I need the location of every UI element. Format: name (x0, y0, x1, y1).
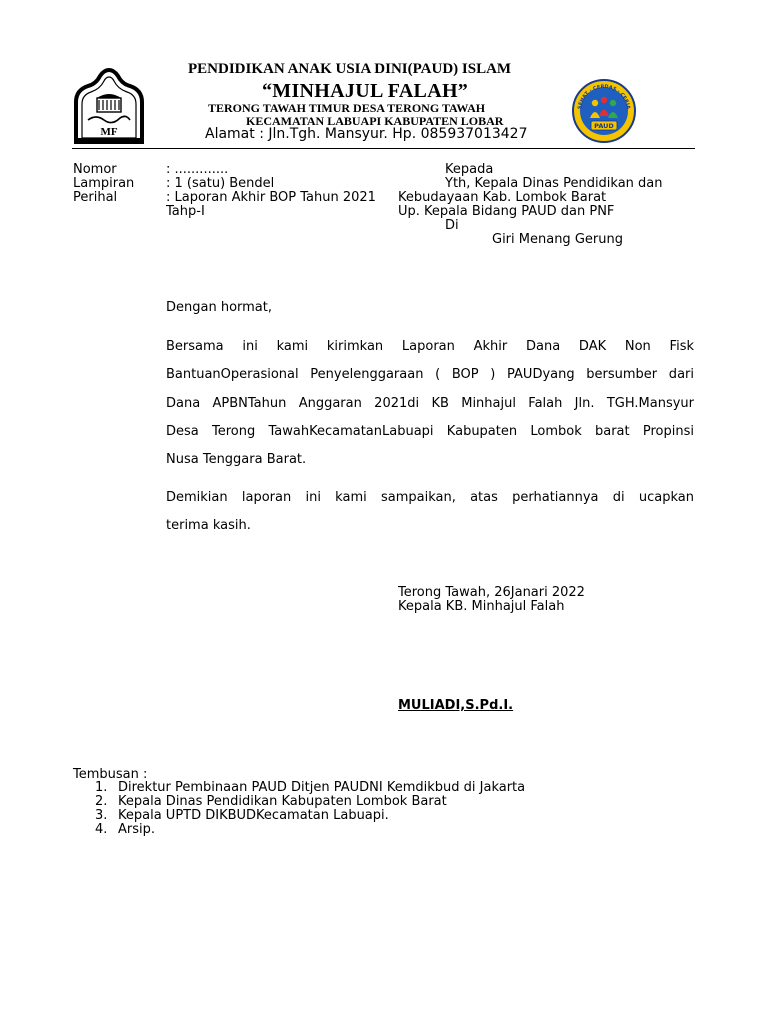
signature-place-date: Terong Tawah, 26Janari 2022 (398, 585, 585, 600)
letterhead-address-line1: TERONG TAWAH TIMUR DESA TERONG TAWAH (208, 101, 486, 115)
list-text: Direktur Pembinaan PAUD Ditjen PAUDNI Kemdikbud di Jakarta (118, 780, 526, 795)
cc-title: Tembusan : (73, 767, 148, 782)
greeting: Dengan hormat, (166, 300, 273, 315)
list-number: 3. (95, 808, 108, 823)
recipient-line2: Kebudayaan Kab. Lombok Barat (398, 190, 607, 205)
perihal-value-cont: Tahp-I (166, 204, 205, 219)
recipient-di: Di (445, 218, 459, 233)
paragraph-line: Bersama ini kami kirimkan Laporan Akhir Dana DAK Non Fisk (166, 339, 694, 354)
paud-logo-badge: PAUD (594, 122, 614, 130)
letterhead-address-line2: KECAMATAN LABUAPI KABUPATEN LOBAR (246, 114, 504, 128)
signature-title: Kepala KB. Minhajul Falah (398, 599, 565, 614)
perihal-label: Perihal (73, 190, 118, 205)
recipient-kepada: Kepada (445, 162, 494, 177)
list-text: Arsip. (118, 822, 156, 837)
body-paragraph-1 (166, 333, 694, 474)
letterhead-institution: PENDIDIKAN ANAK USIA DINI(PAUD) ISLAM (188, 61, 512, 77)
paragraph-line: BantuanOperasional Penyelenggaraan ( BOP ) PAUDyang bersumber dari (166, 367, 694, 383)
paragraph-line: Demikian laporan ini kami sampaikan, atas perhatiannya di ucapkan (166, 490, 694, 505)
perihal-value: : Laporan Akhir BOP Tahun 2021 (166, 190, 376, 205)
school-logo-left (70, 68, 148, 148)
list-text: Kepala Dinas Pendidikan Kabupaten Lombok Barat (118, 794, 447, 809)
body-paragraph-2 (166, 484, 694, 541)
list-number: 1. (95, 780, 108, 795)
paragraph-line: terima kasih. (166, 518, 251, 534)
recipient-line1: Yth, Kepala Dinas Pendidikan dan (445, 176, 663, 191)
nomor-label: Nomor (73, 162, 117, 177)
list-number: 4. (95, 822, 108, 837)
list-item (95, 795, 525, 809)
letterhead-contact: Alamat : Jln.Tgh. Mansyur. Hp. 085937013427 (205, 126, 528, 142)
list-number: 2. (95, 794, 108, 809)
list-item (95, 809, 525, 823)
list-item (95, 781, 525, 795)
cc-list (95, 781, 525, 837)
recipient-line3: Up. Kepala Bidang PAUD dan PNF (398, 204, 615, 219)
list-text: Kepala UPTD DIKBUDKecamatan Labuapi. (118, 808, 389, 823)
paragraph-line: Nusa Tenggara Barat. (166, 452, 307, 468)
signature-name: MULIADI,S.Pd.I. (398, 698, 514, 713)
paragraph-line: Desa Terong TawahKecamatanLabuapi Kabupaten Lombok barat Propinsi (166, 423, 694, 439)
lampiran-label: Lampiran (73, 176, 135, 191)
letterhead-school-name: “MINHAJUL FALAH” (262, 80, 469, 102)
paud-logo-motto: SEHAT · CERDAS · CERIA (577, 83, 631, 110)
paragraph-line: Dana APBNTahun Anggaran 2021di KB Minhajul Falah Jln. TGH.Mansyur (166, 395, 694, 411)
nomor-value: : ............. (166, 162, 229, 177)
paud-logo (571, 78, 637, 144)
lampiran-value: : 1 (satu) Bendel (166, 176, 275, 191)
logo-left-label: MF (100, 126, 118, 138)
letterhead-divider (72, 148, 695, 149)
recipient-place: Giri Menang Gerung (492, 232, 623, 247)
list-item (95, 823, 525, 837)
